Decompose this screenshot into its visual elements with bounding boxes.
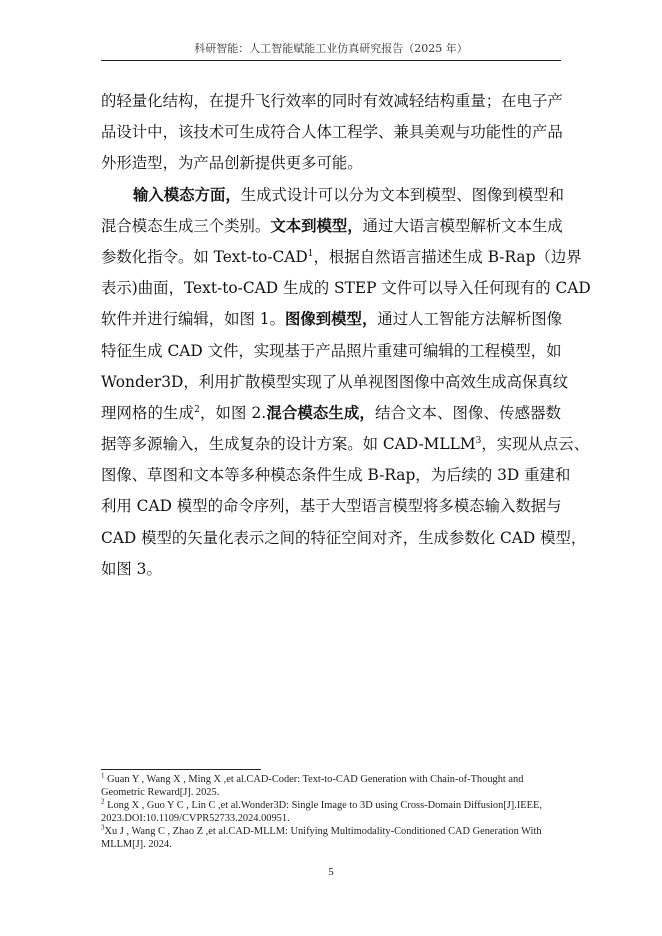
- text-to-model-term: 文本到模型，: [270, 216, 363, 235]
- paragraph-line: 混合模态生成三个类别。文本到模型，通过大语言模型解析文本生成: [101, 216, 563, 235]
- footnote-3: [101, 823, 561, 851]
- paragraph-line: 利用 CAD 模型的命令序列，基于大型语言模型将多模态输入数据与: [101, 497, 562, 516]
- paragraph-line: 外形造型，为产品创新提供更多可能。: [101, 154, 363, 173]
- paragraph-line: 参数化指令。如 Text-to-CAD$^1$，根据自然语言描述生成 B-Rap（边界: [101, 247, 582, 266]
- paragraph-line: 品设计中，该技术可生成符合人体工程学、兼具美观与功能性的产品: [101, 123, 563, 142]
- footnote-ref-1[interactable]: 1: [307, 248, 314, 259]
- mixed-modality-term: 混合模态生成，: [266, 403, 375, 422]
- paragraph-line: 特征生成 CAD 文件，实现基于产品照片重建可编辑的工程模型，如: [101, 341, 562, 360]
- footnote-2: [101, 797, 561, 825]
- paragraph-line: 软件并进行编辑，如图 1。图像到模型，通过人工智能方法解析图像: [101, 310, 563, 329]
- footnote-text: Xu J , Wang C , Zhao Z ,et al.CAD-MLLM: Unifying Multimodality-Conditioned CAD Generation With MLLM[J]. 2024.: [101, 826, 542, 850]
- paragraph-line: 据等多源输入，生成复杂的设计方案。如 CAD-MLLM$^3$，实现从点云、: [101, 435, 590, 454]
- footnote-ref-3[interactable]: 3: [475, 435, 482, 446]
- footnotes: [101, 771, 561, 853]
- footnote-text: Guan Y , Wang X , Ming X ,et al.CAD-Coder: Text-to-CAD Generation with Chain-of-Thought and Geometric Reward[J]. 2025.: [101, 774, 524, 798]
- footnote-divider: [101, 769, 261, 770]
- footnote-1: [101, 771, 561, 799]
- paragraph-line: 表示)曲面，Text-to-CAD 生成的 STEP 文件可以导入任何现有的 CAD: [101, 279, 591, 298]
- paragraph-line: CAD 模型的矢量化表示之间的特征空间对齐，生成参数化 CAD 模型，: [101, 528, 587, 547]
- footnote-text: Long X , Guo Y C , Lin C ,et al.Wonder3D: Single Image to 3D using Cross-Domain Diffusion[J].IEEE, 2023.DOI:10.1109/CVPR52733.2024.00951.: [101, 800, 542, 824]
- header-divider: [101, 60, 561, 61]
- running-header: 科研智能：人工智能赋能工业仿真研究报告（2025 年）: [194, 42, 468, 55]
- paragraph-2: [101, 180, 591, 585]
- footnote-mark: 2: [101, 797, 105, 806]
- input-modality-heading: 输入模态方面，: [133, 185, 241, 204]
- body-text: [101, 86, 591, 585]
- paragraph-line: 理网格的生成$^2$，如图 2.混合模态生成，结合文本、图像、传感器数: [101, 403, 561, 422]
- image-to-model-term: 图像到模型，: [284, 310, 378, 329]
- paragraph-1: [101, 86, 561, 180]
- paragraph-line: 输入模态方面，生成式设计可以分为文本到模型、图像到模型和: [133, 185, 564, 204]
- page-number: 5: [328, 866, 334, 878]
- paragraph-line: 图像、草图和文本等多种模态条件生成 B-Rap，为后续的 3D 重建和: [101, 466, 571, 485]
- footnote-mark: 1: [101, 771, 105, 780]
- footnote-mark: 3: [101, 823, 105, 832]
- paragraph-line: 的轻量化结构，在提升飞行效率的同时有效减轻结构重量；在电子产: [101, 92, 563, 110]
- paragraph-line: 如图 3。: [101, 559, 162, 578]
- footnote-ref-2[interactable]: 2: [194, 404, 200, 415]
- paragraph-line: Wonder3D，利用扩散模型实现了从单视图图像中高效生成高保真纹: [101, 372, 569, 391]
